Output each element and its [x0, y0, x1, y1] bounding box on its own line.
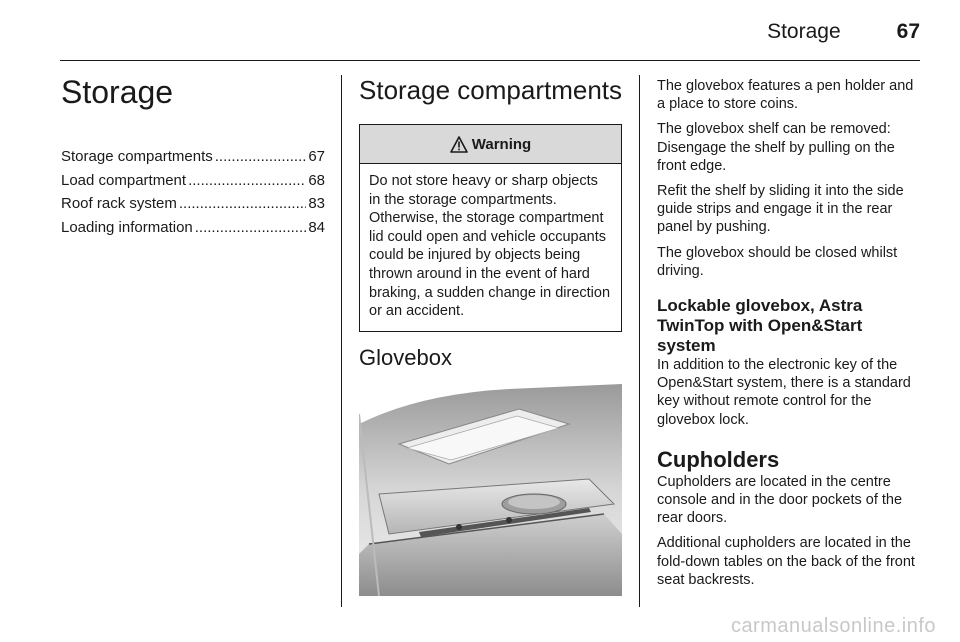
- watermark: carmanualsonline.info: [730, 615, 936, 637]
- toc-page: 67: [308, 148, 325, 165]
- warning-header: [360, 125, 621, 164]
- cupholders-heading: Cupholders: [657, 446, 780, 472]
- toc-page: 68: [308, 171, 325, 189]
- toc-item-storage-compartments[interactable]: [61, 145, 325, 169]
- glovebox-heading: Glovebox: [359, 344, 452, 370]
- middle-column: [359, 74, 622, 596]
- paragraph-additional-cupholders: Additional cupholders are located in the fold-down tables on the back of the front seat backrests.: [657, 535, 915, 588]
- column-divider-right: [639, 75, 640, 607]
- toc-item-roof-rack-system[interactable]: [61, 192, 325, 216]
- left-column: [61, 74, 325, 239]
- toc-item-load-compartment[interactable]: [61, 169, 325, 193]
- paragraph-shelf-removal: The glovebox shelf can be removed: Disengage the shelf by pulling on the front edge.: [657, 121, 895, 174]
- lockable-glovebox-heading: Lockable glovebox, Astra TwinTop with Open&Start system: [657, 296, 863, 356]
- paragraph-close-glovebox: The glovebox should be closed whilst driving.: [657, 244, 898, 279]
- header-rule: [60, 60, 920, 61]
- paragraph-glovebox-key: In addition to the electronic key of the Open&Start system, there is a standard key without remote control for the glovebox lock.: [657, 357, 911, 428]
- warning-triangle-icon: [450, 136, 468, 153]
- glovebox-illustration: [359, 384, 622, 596]
- toc-leader: [195, 216, 307, 240]
- warning-label: Warning: [471, 135, 532, 153]
- toc-leader: [215, 145, 307, 169]
- paragraph-shelf-refit: Refit the shelf by sliding it into the side guide strips and engage it in the rear panel by pushing.: [657, 183, 904, 236]
- toc-leader: [188, 169, 306, 193]
- toc-label: Storage compartments: [61, 148, 213, 165]
- toc-page: 83: [308, 195, 325, 212]
- paragraph-pen-holder: The glovebox features a pen holder and a place to store coins.: [657, 78, 914, 113]
- column-divider-left: [341, 75, 342, 607]
- toc-page: 84: [308, 218, 325, 236]
- paragraph-cupholders-location: Cupholders are located in the centre console and in the door pockets of the rear doors.: [657, 473, 903, 527]
- table-of-contents: [61, 145, 325, 239]
- toc-label: Load compartment: [61, 171, 187, 189]
- toc-item-loading-information[interactable]: [61, 216, 325, 240]
- right-column: [657, 77, 923, 596]
- toc-leader: [179, 192, 306, 216]
- running-head: [767, 16, 920, 48]
- warning-box: [359, 124, 622, 332]
- toc-label: Roof rack system: [61, 195, 177, 212]
- chapter-title: Storage: [61, 74, 174, 110]
- section-title: Storage compartments: [359, 75, 623, 105]
- running-head-title: Storage: [767, 20, 841, 43]
- warning-text: Do not store heavy or sharp objects in the storage compartments. Otherwise, the storage compartment lid could open and vehicle occupants could be injured by objects being thrown around in the event of hard braking, a sudden change in direction or an accident.: [369, 173, 611, 320]
- page-number: 67: [896, 20, 920, 43]
- toc-label: Loading information: [61, 218, 193, 236]
